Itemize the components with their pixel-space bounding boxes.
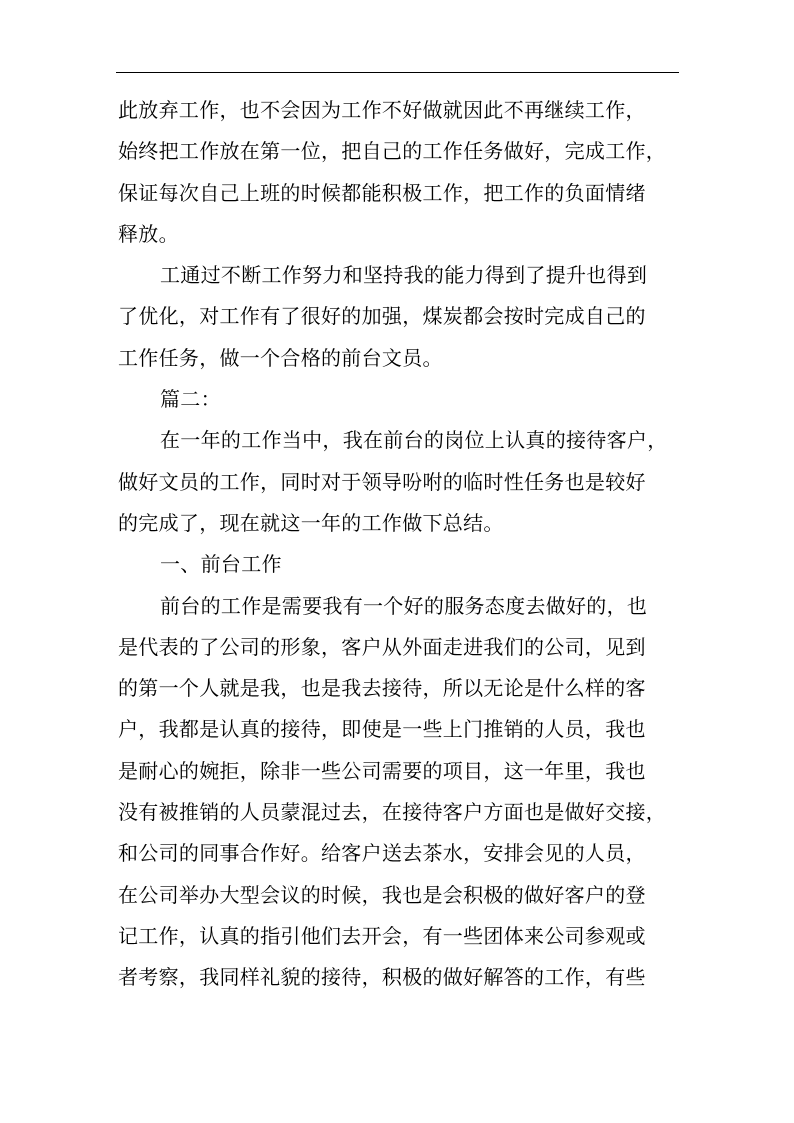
text-line: 是耐心的婉拒，除非一些公司需要的项目，这一年里，我也 (118, 758, 646, 783)
text-line: 保证每次自己上班的时候都能积极工作，把工作的负面情绪 (118, 180, 646, 205)
text-line: 释放。 (118, 221, 179, 246)
text-line: 没有被推销的人员蒙混过去，在接待客户方面也是做好交接， (118, 800, 667, 825)
text-line: 的第一个人就是我，也是我去接待，所以无论是什么样的客 (118, 676, 646, 701)
paragraph-start-line: 工通过不断工作努力和坚持我的能力得到了提升也得到 (160, 263, 648, 288)
section-title: 篇二： (160, 387, 221, 412)
body-text (118, 90, 682, 999)
paragraph-start-line: 在一年的工作当中，我在前台的岗位上认真的接待客户， (160, 428, 668, 453)
text-line: 了优化，对工作有了很好的加强，煤炭都会按时完成自己的 (118, 304, 646, 329)
section-heading: 一、前台工作 (160, 552, 282, 577)
text-line: 做好文员的工作，同时对于领导吩咐的临时性任务也是较好 (118, 469, 646, 494)
text-line: 始终把工作放在第一位，把自己的工作任务做好，完成工作， (118, 139, 667, 164)
text-line: 的完成了，现在就这一年的工作做下总结。 (118, 510, 504, 535)
text-line: 是代表的了公司的形象，客户从外面走进我们的公司，见到 (118, 634, 646, 659)
text-line: 工作任务，做一个合格的前台文员。 (118, 345, 443, 370)
header-rule (116, 72, 679, 73)
text-line: 户，我都是认真的接待，即使是一些上门推销的人员，我也 (118, 717, 646, 742)
text-line: 记工作，认真的指引他们去开会，有一些团体来公司参观或 (118, 923, 646, 948)
text-line: 在公司举办大型会议的时候，我也是会积极的做好客户的登 (118, 882, 646, 907)
text-line: 和公司的同事合作好。给客户送去茶水，安排会见的人员， (118, 841, 646, 866)
text-line: 此放弃工作，也不会因为工作不好做就因此不再继续工作， (118, 98, 646, 122)
text-line: 者考察，我同样礼貌的接待，积极的做好解答的工作，有些 (118, 965, 646, 990)
paragraph-start-line: 前台的工作是需要我有一个好的服务态度去做好的，也 (160, 593, 648, 618)
